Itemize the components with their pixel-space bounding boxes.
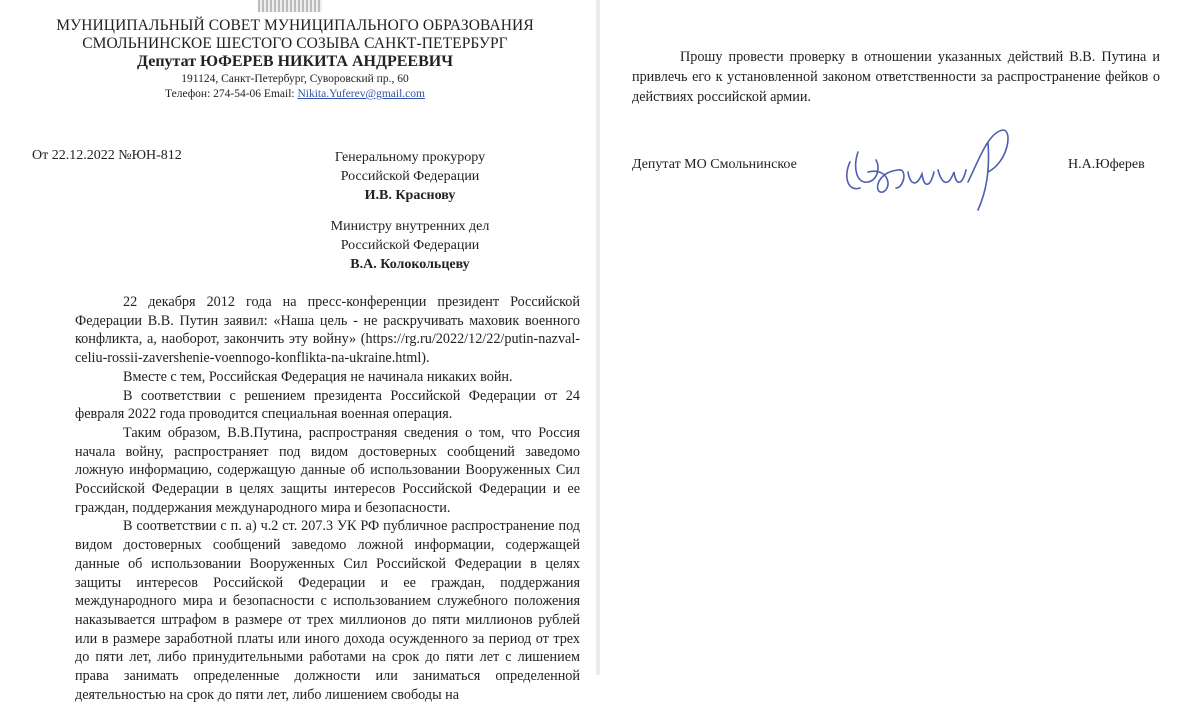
signature-label: Депутат МО Смольнинское [632,157,797,172]
letter-page-1 [0,0,596,703]
email-link[interactable]: Nikita.Yuferev@gmail.com [297,88,425,100]
address: 191124, Санкт-Петербург, Суворовский пр., 60 [181,73,409,85]
letterhead-line-2: СМОЛЬНИНСКОЕ ШЕСТОГО СОЗЫВА САНКТ-ПЕТЕРБУРГ [82,35,508,52]
paragraph: В соответствии с п. а) ч.2 ст. 207.3 УК РФ публичное распространение под видом достоверных сообщений заведомо ложной информации, содержащей данные об использовании Вооруженных Сил Российской Федерации в целях защиты интересов Российской Федерации и ее граждан, поддержания международного мира и безопасности с использованием служебного положения наказывается штрафом в размере от трех миллионов до пяти миллионов рублей или в размере заработной платы или иного дохода осужденного за период от трех до пяти лет, либо принудительными работами на срок до пяти лет с лишением права занимать определенные должности или заниматься определенной деятельностью на срок до пяти лет, либо лишением свободы на [75,518,580,703]
crest-emblem [258,0,322,12]
signatory-name: Н.А.Юферев [1068,157,1145,172]
letter-page-2 [600,0,1200,675]
paragraph: 22 декабря 2012 года на пресс-конференции президент Российской Федерации В.В. Путин заявил: «Наша цель - не раскручивать маховик военного конфликта, а, наоборот, закончить эту войну» (https://rg.ru/2022/12/22/putin-nazval-celiu-rossii-zavershenie-voennogo-konflikta-na-ukraine.html). [75,294,580,367]
paragraph: В соответствии с решением президента Российской Федерации от 24 февраля 2022 года проводится специальная военная операция. [75,387,580,423]
addressee-title: Генеральному прокурору [334,150,486,165]
letterhead-line-1: МУНИЦИПАЛЬНЫЙ СОВЕТ МУНИЦИПАЛЬНОГО ОБРАЗОВАНИЯ [56,17,534,34]
addressee-name: И.В. Краснову [364,188,456,203]
addressee-prosecutor [290,148,530,205]
addressee-org: Российской Федерации [340,169,480,184]
addressee-title: Министру внутренних дел [330,219,490,234]
paragraph: Таким образом, В.В.Путина, распространяя сведения о том, что Россия начала войну, распространяет под видом достоверных сообщений заведомо ложную информацию, содержащую данные об использовании Вооруженных Сил Российской Федерации в целях защиты интересов Российской Федерации и ее граждан, поддержания международного мира и безопасности. [75,424,580,516]
document-reference: От 22.12.2022 №ЮН-812 [32,148,182,163]
deputy-name: Депутат ЮФЕРЕВ НИКИТА АНДРЕЕВИЧ [137,53,453,70]
letter-body [75,293,580,704]
addressee-name: В.А. Колокольцеву [350,257,470,272]
phone: Телефон: 274-54-06 Email: [165,88,298,100]
addressee-org: Российской Федерации [340,238,480,253]
request-text [632,47,1160,107]
addressee-minister [290,217,530,274]
paragraph: Прошу провести проверку в отношении указанных действий В.В. Путина и привлечь его к установленной законом ответственности за распространение фейков о действиях российской армии. [632,49,1160,105]
contact-line [0,88,590,100]
paragraph: Вместе с тем, Российская Федерация не начинала никаких войн. [123,368,513,385]
handwritten-signature [838,122,1038,212]
